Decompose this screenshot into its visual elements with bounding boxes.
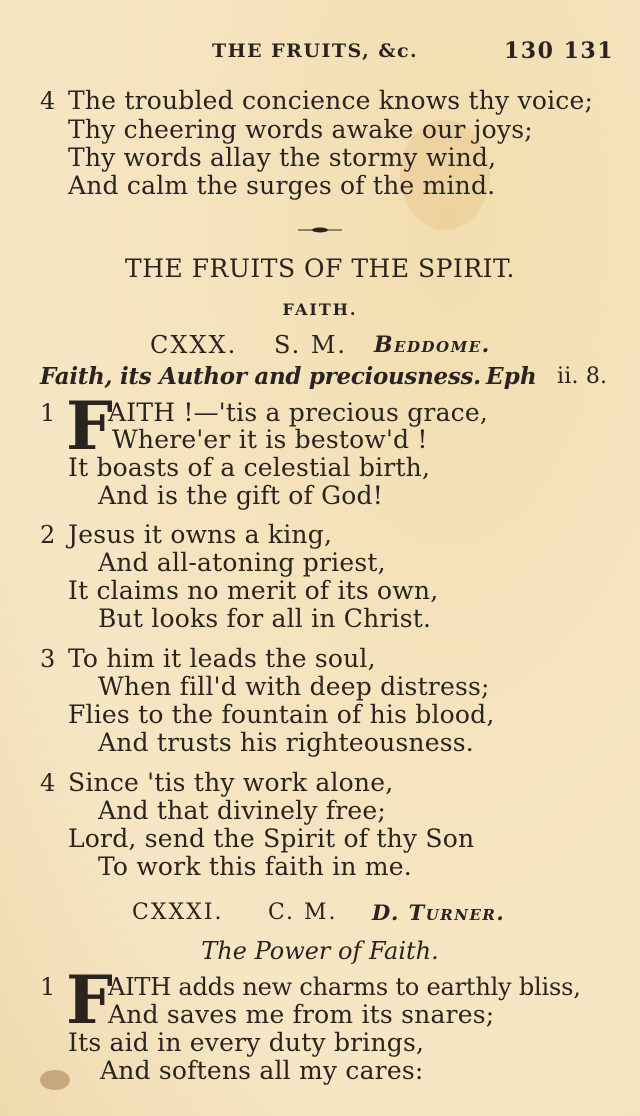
hymn-author: D. Turner. [372,900,506,925]
verse-line: It claims no merit of its own, [68,576,439,605]
verse-line: And that divinely free; [98,796,387,825]
verse-line: And calm the surges of the mind. [68,171,496,200]
scripture-book: Eph [486,363,537,390]
hymn-author: Beddome. [374,332,491,358]
verse-line: To him it leads the soul, [68,644,376,673]
verse-line: But looks for all in Christ. [98,604,432,633]
verse-line: Its aid in every duty brings, [68,1028,425,1057]
verse-line: Flies to the fountain of his blood, [68,700,495,729]
scripture-verse: ii. 8. [557,364,608,389]
section-subtitle: FAITH. [282,300,358,319]
hymn-meter: S. M. [274,331,348,359]
hymn-meter: C. M. [268,900,338,925]
paper-stain [40,1070,70,1090]
verse-line: Thy words allay the stormy wind, [68,143,497,172]
page-number: 130 131 [504,38,615,64]
verse-line: It boasts of a celestial birth, [68,453,431,482]
verse-line: AITH !—'tis a precious grace, [108,398,489,427]
ornament-rule [298,227,342,233]
verse-line: The troubled concience knows thy voice; [68,86,594,115]
verse-number: 2 [40,521,56,549]
drop-cap: F [66,387,113,465]
verse-number: 1 [40,973,56,1001]
hymn-numeral: CXXX. [150,331,238,359]
verse-line: Lord, send the Spirit of thy Son [68,824,475,853]
verse-number: 4 [40,769,56,797]
verse-line: When fill'd with deep distress; [98,672,490,701]
verse-line: And is the gift of God! [98,481,383,510]
verse-line: AITH adds new charms to earthly bliss, [108,973,581,1001]
verse-line: To work this faith in me. [98,852,412,881]
verse-number: 4 [40,87,56,115]
verse-line: Since 'tis thy work alone, [68,768,394,797]
verse-line: And all-atoning priest, [98,548,386,577]
section-title: THE FRUITS OF THE SPIRIT. [125,254,515,283]
verse-line: And trusts his righteousness. [98,728,474,757]
hymn-numeral: CXXXI. [132,900,224,925]
drop-cap: F [66,961,113,1039]
verse-line: And softens all my cares: [100,1056,424,1085]
verse-line: Thy cheering words awake our joys; [68,115,533,144]
hymn-heading: Faith, its Author and preciousness. [40,363,481,390]
verse-line: Jesus it owns a king, [68,520,333,549]
verse-number: 1 [40,399,56,427]
running-title: THE FRUITS, &c. [212,40,419,62]
verse-line: Where'er it is bestow'd ! [112,425,428,454]
hymn-heading: The Power of Faith. [201,937,439,965]
verse-number: 3 [40,645,56,673]
verse-line: And saves me from its snares; [108,1000,495,1029]
